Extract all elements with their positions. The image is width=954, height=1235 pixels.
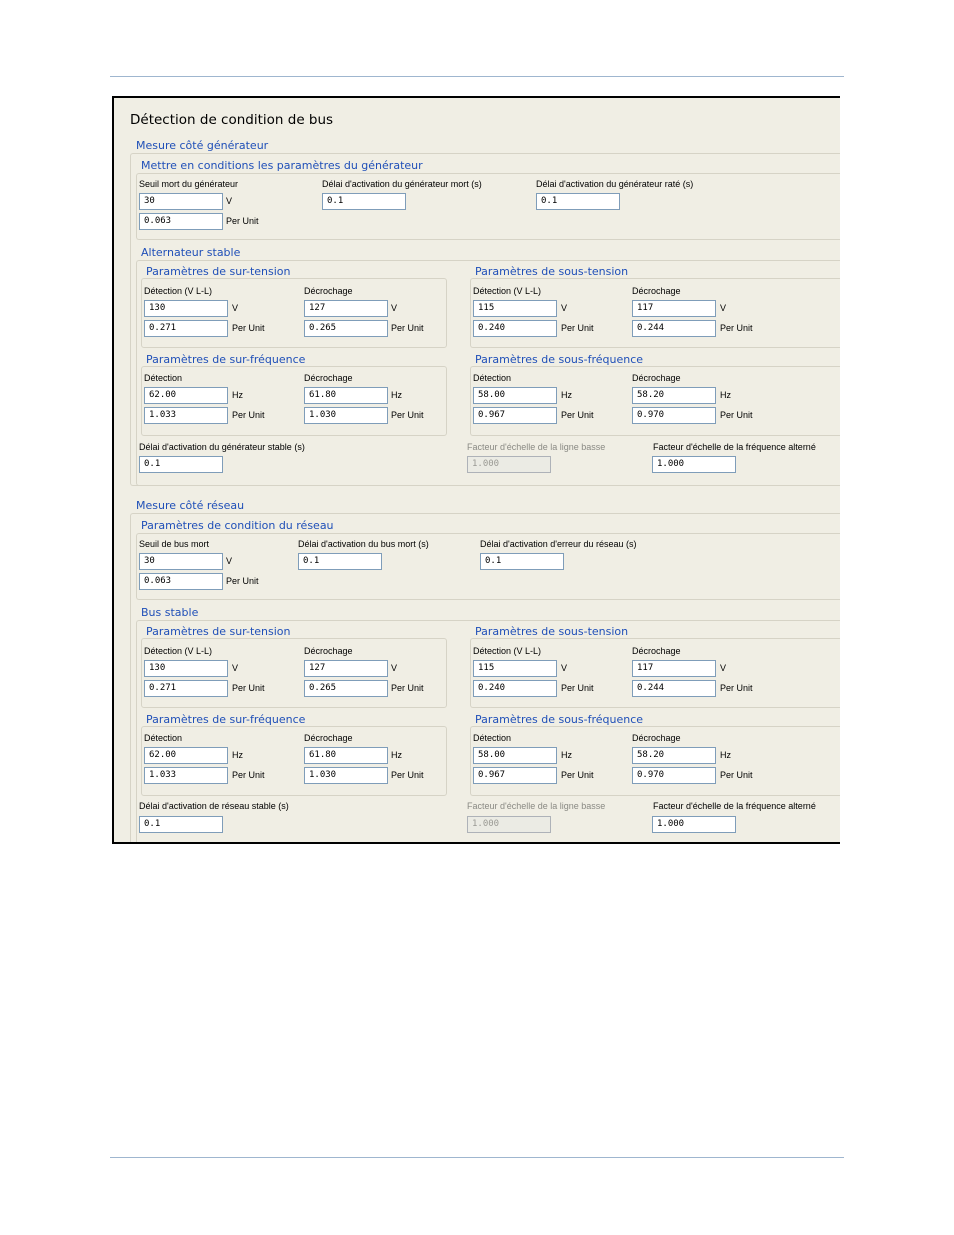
bus-of-dropout-pu-field[interactable]: 1.030 xyxy=(304,767,388,784)
gen-ov-dropout-unit: V xyxy=(391,303,398,313)
bus-ov-dropout-pu-unit: Per Unit xyxy=(391,683,424,693)
bus-condition-panel xyxy=(112,96,840,844)
gen-dead-pu-unit: Per Unit xyxy=(226,216,259,226)
gen-uf-pickup-pu-field[interactable]: 0.967 xyxy=(473,407,557,424)
gen-stable-delay-field[interactable]: 0.1 xyxy=(139,456,223,473)
gen-uv-dropout-pu-field[interactable]: 0.244 xyxy=(632,320,716,337)
gen-of-pickup-pu-unit: Per Unit xyxy=(232,410,265,420)
gen-ov-dropout-pu-unit: Per Unit xyxy=(391,323,424,333)
gen-of-pickup-field[interactable]: 62.00 xyxy=(144,387,228,404)
bus-uv-pickup-unit: V xyxy=(561,663,568,673)
gen-uv-pickup-pu-unit: Per Unit xyxy=(561,323,594,333)
gen-title: Mesure côté générateur xyxy=(136,139,269,152)
gen-alt-freq-label: Facteur d'échelle de la fréquence alterné xyxy=(653,442,816,452)
gen-uf-dropout-pu-field[interactable]: 0.970 xyxy=(632,407,716,424)
bus-uv-dropout-pu-unit: Per Unit xyxy=(720,683,753,693)
gen-ov-dropout-field[interactable]: 127 xyxy=(304,300,388,317)
gen-ov-title: Paramètres de sur-tension xyxy=(146,265,291,278)
gen-cond-title: Mettre en conditions les paramètres du générateur xyxy=(141,159,423,172)
gen-uv-dropout-pu-unit: Per Unit xyxy=(720,323,753,333)
bus-uf-dropout-unit: Hz xyxy=(720,750,731,760)
bus-uv-pickup-pu-field[interactable]: 0.240 xyxy=(473,680,557,697)
footer-rule xyxy=(110,1157,844,1158)
bus-uv-title: Paramètres de sous-tension xyxy=(475,625,629,638)
gen-alt-freq-field[interactable]: 1.000 xyxy=(652,456,736,473)
gen-uv-dropout-unit: V xyxy=(720,303,727,313)
bus-uf-pickup-label: Détection xyxy=(473,733,512,743)
bus-of-dropout-field[interactable]: 61.80 xyxy=(304,747,388,764)
bus-title: Mesure côté réseau xyxy=(136,499,245,512)
bus-alt-freq-field[interactable]: 1.000 xyxy=(652,816,736,833)
bus-uv-pickup-field[interactable]: 115 xyxy=(473,660,557,677)
bus-dead-delay-field[interactable]: 0.1 xyxy=(298,553,382,570)
gen-uf-pickup-unit: Hz xyxy=(561,390,572,400)
gen-of-dropout-unit: Hz xyxy=(391,390,402,400)
gen-dead-v-unit: V xyxy=(226,196,233,206)
bus-cond-title: Paramètres de condition du réseau xyxy=(141,519,334,532)
gen-stable-delay-label: Délai d'activation du générateur stable (s) xyxy=(139,442,305,452)
gen-of-dropout-pu-unit: Per Unit xyxy=(391,410,424,420)
page-title: Détection de condition de bus xyxy=(130,112,334,128)
bus-dead-delay-label: Délai d'activation du bus mort (s) xyxy=(298,539,429,549)
bus-uv-dropout-field[interactable]: 117 xyxy=(632,660,716,677)
bus-dead-pu-unit: Per Unit xyxy=(226,576,259,586)
gen-uv-pickup-pu-field[interactable]: 0.240 xyxy=(473,320,557,337)
gen-of-dropout-pu-field[interactable]: 1.030 xyxy=(304,407,388,424)
bus-ov-title: Paramètres de sur-tension xyxy=(146,625,291,638)
gen-dead-delay-field[interactable]: 0.1 xyxy=(322,193,406,210)
bus-ov-dropout-label: Décrochage xyxy=(304,646,353,656)
bus-fail-delay-field[interactable]: 0.1 xyxy=(480,553,564,570)
bus-uf-pickup-pu-unit: Per Unit xyxy=(561,770,594,780)
gen-fail-delay-field[interactable]: 0.1 xyxy=(536,193,620,210)
bus-dead-pu-field[interactable]: 0.063 xyxy=(139,573,223,590)
bus-uf-pickup-unit: Hz xyxy=(561,750,572,760)
bus-uf-dropout-pu-field[interactable]: 0.970 xyxy=(632,767,716,784)
gen-fail-delay-label: Délai d'activation du générateur raté (s) xyxy=(536,179,694,189)
gen-of-pickup-label: Détection xyxy=(144,373,183,383)
bus-ov-pickup-field[interactable]: 130 xyxy=(144,660,228,677)
gen-uv-dropout-label: Décrochage xyxy=(632,286,681,296)
bus-uv-pickup-label: Détection (V L-L) xyxy=(473,646,542,656)
gen-ov-dropout-label: Décrochage xyxy=(304,286,353,296)
bus-ov-pickup-pu-field[interactable]: 0.271 xyxy=(144,680,228,697)
gen-cond-frame xyxy=(136,173,840,240)
gen-ov-dropout-pu-field[interactable]: 0.265 xyxy=(304,320,388,337)
bus-of-pickup-pu-field[interactable]: 1.033 xyxy=(144,767,228,784)
gen-dead-v-field[interactable]: 30 xyxy=(139,193,223,210)
bus-stable-delay-label: Délai d'activation de réseau stable (s) xyxy=(139,801,289,811)
gen-uf-pickup-pu-unit: Per Unit xyxy=(561,410,594,420)
bus-uv-pickup-pu-unit: Per Unit xyxy=(561,683,594,693)
bus-uf-pickup-pu-field[interactable]: 0.967 xyxy=(473,767,557,784)
gen-uv-pickup-field[interactable]: 115 xyxy=(473,300,557,317)
gen-of-pickup-pu-field[interactable]: 1.033 xyxy=(144,407,228,424)
gen-of-title: Paramètres de sur-fréquence xyxy=(146,353,306,366)
gen-low-line-field: 1.000 xyxy=(467,456,551,473)
bus-stable-title: Bus stable xyxy=(141,606,199,619)
gen-ov-pickup-field[interactable]: 130 xyxy=(144,300,228,317)
gen-of-dropout-label: Décrochage xyxy=(304,373,353,383)
bus-ov-dropout-field[interactable]: 127 xyxy=(304,660,388,677)
bus-of-dropout-unit: Hz xyxy=(391,750,402,760)
gen-dead-pu-field[interactable]: 0.063 xyxy=(139,213,223,230)
bus-ov-pickup-label: Détection (V L-L) xyxy=(144,646,213,656)
gen-uv-pickup-unit: V xyxy=(561,303,568,313)
gen-ov-pickup-label: Détection (V L-L) xyxy=(144,286,213,296)
gen-uv-pickup-label: Détection (V L-L) xyxy=(473,286,542,296)
bus-ov-pickup-unit: V xyxy=(232,663,239,673)
gen-uv-dropout-field[interactable]: 117 xyxy=(632,300,716,317)
bus-low-line-label: Facteur d'échelle de la ligne basse xyxy=(467,801,606,811)
bus-ov-dropout-pu-field[interactable]: 0.265 xyxy=(304,680,388,697)
bus-of-dropout-pu-unit: Per Unit xyxy=(391,770,424,780)
bus-uf-pickup-field[interactable]: 58.00 xyxy=(473,747,557,764)
gen-uf-dropout-label: Décrochage xyxy=(632,373,681,383)
bus-low-line-field: 1.000 xyxy=(467,816,551,833)
gen-stable-title: Alternateur stable xyxy=(141,246,241,259)
bus-of-pickup-field[interactable]: 62.00 xyxy=(144,747,228,764)
gen-uf-title: Paramètres de sous-fréquence xyxy=(475,353,644,366)
gen-low-line-label: Facteur d'échelle de la ligne basse xyxy=(467,442,606,452)
bus-uf-dropout-pu-unit: Per Unit xyxy=(720,770,753,780)
bus-stable-delay-field[interactable]: 0.1 xyxy=(139,816,223,833)
gen-uv-title: Paramètres de sous-tension xyxy=(475,265,629,278)
bus-dead-label: Seuil de bus mort xyxy=(139,539,210,549)
bus-ov-dropout-unit: V xyxy=(391,663,398,673)
bus-uv-dropout-unit: V xyxy=(720,663,727,673)
bus-of-title: Paramètres de sur-fréquence xyxy=(146,713,306,726)
bus-fail-delay-label: Délai d'activation d'erreur du réseau (s) xyxy=(480,539,637,549)
gen-dead-label: Seuil mort du générateur xyxy=(139,179,239,189)
header-rule xyxy=(110,76,844,77)
gen-ov-pickup-pu-unit: Per Unit xyxy=(232,323,265,333)
bus-uf-dropout-field[interactable]: 58.20 xyxy=(632,747,716,764)
gen-uf-pickup-label: Détection xyxy=(473,373,512,383)
bus-of-pickup-unit: Hz xyxy=(232,750,243,760)
bus-ov-pickup-pu-unit: Per Unit xyxy=(232,683,265,693)
bus-uv-dropout-pu-field[interactable]: 0.244 xyxy=(632,680,716,697)
gen-dead-delay-label: Délai d'activation du générateur mort (s) xyxy=(322,179,482,189)
bus-uv-dropout-label: Décrochage xyxy=(632,646,681,656)
bus-of-pickup-label: Détection xyxy=(144,733,183,743)
gen-uf-dropout-pu-unit: Per Unit xyxy=(720,410,753,420)
gen-uf-dropout-field[interactable]: 58.20 xyxy=(632,387,716,404)
gen-of-dropout-field[interactable]: 61.80 xyxy=(304,387,388,404)
bus-uf-title: Paramètres de sous-fréquence xyxy=(475,713,644,726)
bus-uf-dropout-label: Décrochage xyxy=(632,733,681,743)
gen-uf-pickup-field[interactable]: 58.00 xyxy=(473,387,557,404)
bus-of-pickup-pu-unit: Per Unit xyxy=(232,770,265,780)
gen-of-pickup-unit: Hz xyxy=(232,390,243,400)
gen-ov-pickup-pu-field[interactable]: 0.271 xyxy=(144,320,228,337)
gen-uf-dropout-unit: Hz xyxy=(720,390,731,400)
bus-dead-v-field[interactable]: 30 xyxy=(139,553,223,570)
bus-of-dropout-label: Décrochage xyxy=(304,733,353,743)
gen-ov-pickup-unit: V xyxy=(232,303,239,313)
bus-alt-freq-label: Facteur d'échelle de la fréquence alterné xyxy=(653,801,816,811)
bus-dead-v-unit: V xyxy=(226,556,233,566)
